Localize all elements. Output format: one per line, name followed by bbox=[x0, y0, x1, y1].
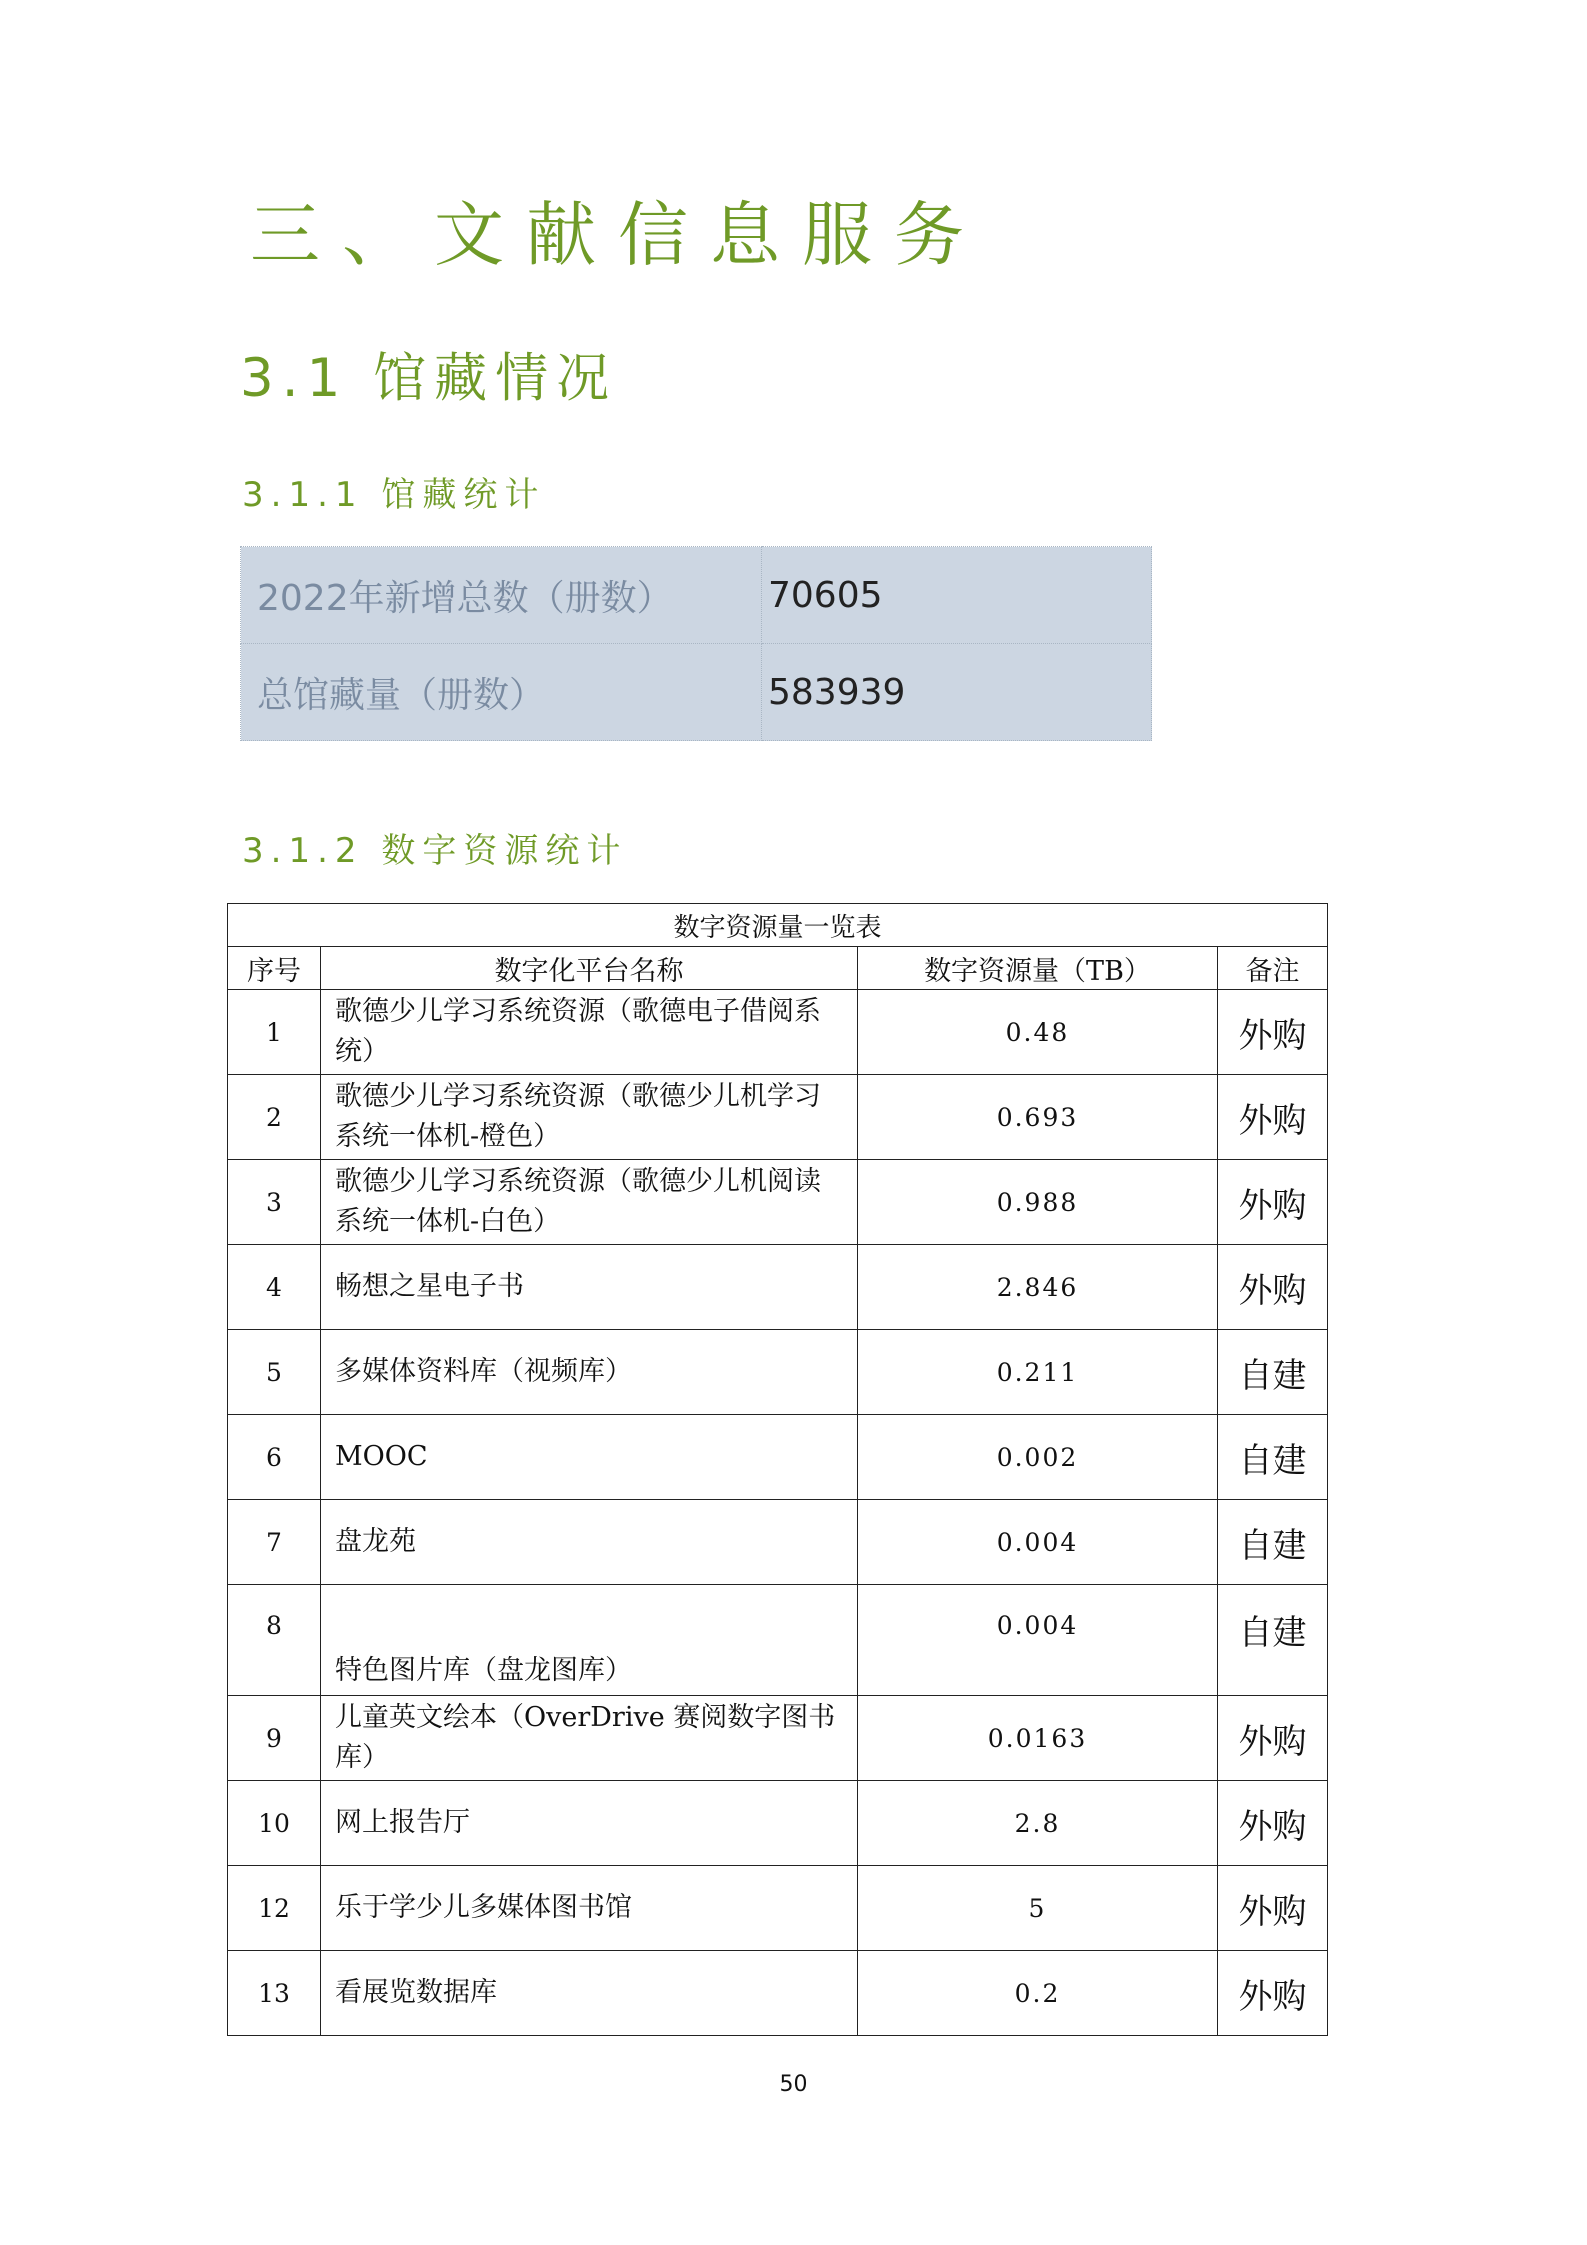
collection-stats-table bbox=[240, 546, 1152, 741]
stats-value: 70605 bbox=[762, 547, 1152, 644]
row-platform-name: 儿童英文绘本（OverDrive 赛阅数字图书库） bbox=[321, 1696, 858, 1781]
row-number: 2 bbox=[228, 1075, 321, 1160]
stats-row bbox=[241, 547, 1152, 644]
row-number: 10 bbox=[228, 1781, 321, 1866]
header-note: 备注 bbox=[1218, 947, 1328, 990]
row-platform-name: 特色图片库（盘龙图库） bbox=[321, 1585, 858, 1696]
row-resource-size: 0.002 bbox=[858, 1415, 1218, 1500]
digital-resources-table bbox=[227, 903, 1328, 2036]
row-note: 外购 bbox=[1218, 1160, 1328, 1245]
subsection-title-collection-stats: 3.1.1 馆藏统计 bbox=[242, 475, 546, 515]
table-row bbox=[228, 1951, 1328, 2036]
row-platform-name: 畅想之星电子书 bbox=[321, 1245, 858, 1330]
row-resource-size: 2.846 bbox=[858, 1245, 1218, 1330]
table-header-row bbox=[228, 947, 1328, 990]
row-resource-size: 0.0163 bbox=[858, 1696, 1218, 1781]
row-note: 外购 bbox=[1218, 1075, 1328, 1160]
row-resource-size: 5 bbox=[858, 1866, 1218, 1951]
row-number: 9 bbox=[228, 1696, 321, 1781]
row-resource-size: 0.004 bbox=[858, 1500, 1218, 1585]
table-row bbox=[228, 1696, 1328, 1781]
row-note: 外购 bbox=[1218, 1866, 1328, 1951]
row-platform-name: 盘龙苑 bbox=[321, 1500, 858, 1585]
table-row bbox=[228, 1781, 1328, 1866]
row-number: 5 bbox=[228, 1330, 321, 1415]
row-platform-name: MOOC bbox=[321, 1415, 858, 1500]
row-note: 外购 bbox=[1218, 990, 1328, 1075]
section-title: 3.1 馆藏情况 bbox=[240, 348, 618, 409]
row-platform-name: 多媒体资料库（视频库） bbox=[321, 1330, 858, 1415]
stats-value: 583939 bbox=[762, 644, 1152, 741]
row-resource-size: 0.693 bbox=[858, 1075, 1218, 1160]
row-note: 外购 bbox=[1218, 1951, 1328, 2036]
table-row bbox=[228, 1245, 1328, 1330]
row-platform-name: 歌德少儿学习系统资源（歌德电子借阅系统） bbox=[321, 990, 858, 1075]
table-row bbox=[228, 1330, 1328, 1415]
row-resource-size: 0.48 bbox=[858, 990, 1218, 1075]
row-note: 外购 bbox=[1218, 1245, 1328, 1330]
stats-label: 2022年新增总数（册数） bbox=[241, 547, 762, 644]
row-number: 7 bbox=[228, 1500, 321, 1585]
row-platform-name: 歌德少儿学习系统资源（歌德少儿机阅读系统一体机-白色） bbox=[321, 1160, 858, 1245]
row-platform-name: 歌德少儿学习系统资源（歌德少儿机学习系统一体机-橙色） bbox=[321, 1075, 858, 1160]
row-note: 自建 bbox=[1218, 1415, 1328, 1500]
chapter-title: 三、文献信息服务 bbox=[250, 194, 986, 276]
row-platform-name: 网上报告厅 bbox=[321, 1781, 858, 1866]
row-note: 外购 bbox=[1218, 1696, 1328, 1781]
header-number: 序号 bbox=[228, 947, 321, 990]
table-caption-row bbox=[228, 904, 1328, 947]
row-number: 6 bbox=[228, 1415, 321, 1500]
stats-row bbox=[241, 644, 1152, 741]
row-number: 4 bbox=[228, 1245, 321, 1330]
header-resource-size: 数字资源量（TB） bbox=[858, 947, 1218, 990]
row-resource-size: 0.004 bbox=[858, 1585, 1218, 1696]
table-row bbox=[228, 1075, 1328, 1160]
subsection-title-digital-resources: 3.1.2 数字资源统计 bbox=[242, 831, 628, 871]
table-row bbox=[228, 1415, 1328, 1500]
row-number: 3 bbox=[228, 1160, 321, 1245]
row-resource-size: 0.988 bbox=[858, 1160, 1218, 1245]
header-platform-name: 数字化平台名称 bbox=[321, 947, 858, 990]
row-resource-size: 2.8 bbox=[858, 1781, 1218, 1866]
table-row bbox=[228, 990, 1328, 1075]
row-number: 8 bbox=[228, 1585, 321, 1696]
row-note: 自建 bbox=[1218, 1330, 1328, 1415]
page-number: 50 bbox=[779, 2072, 808, 2097]
row-platform-name: 乐于学少儿多媒体图书馆 bbox=[321, 1866, 858, 1951]
table-caption: 数字资源量一览表 bbox=[228, 904, 1328, 947]
row-note: 自建 bbox=[1218, 1585, 1328, 1696]
row-note: 自建 bbox=[1218, 1500, 1328, 1585]
row-platform-name: 看展览数据库 bbox=[321, 1951, 858, 2036]
row-number: 13 bbox=[228, 1951, 321, 2036]
row-resource-size: 0.211 bbox=[858, 1330, 1218, 1415]
table-row bbox=[228, 1585, 1328, 1696]
table-row bbox=[228, 1866, 1328, 1951]
stats-label: 总馆藏量（册数） bbox=[241, 644, 762, 741]
row-note: 外购 bbox=[1218, 1781, 1328, 1866]
row-number: 12 bbox=[228, 1866, 321, 1951]
table-row bbox=[228, 1160, 1328, 1245]
row-resource-size: 0.2 bbox=[858, 1951, 1218, 2036]
table-row bbox=[228, 1500, 1328, 1585]
row-number: 1 bbox=[228, 990, 321, 1075]
